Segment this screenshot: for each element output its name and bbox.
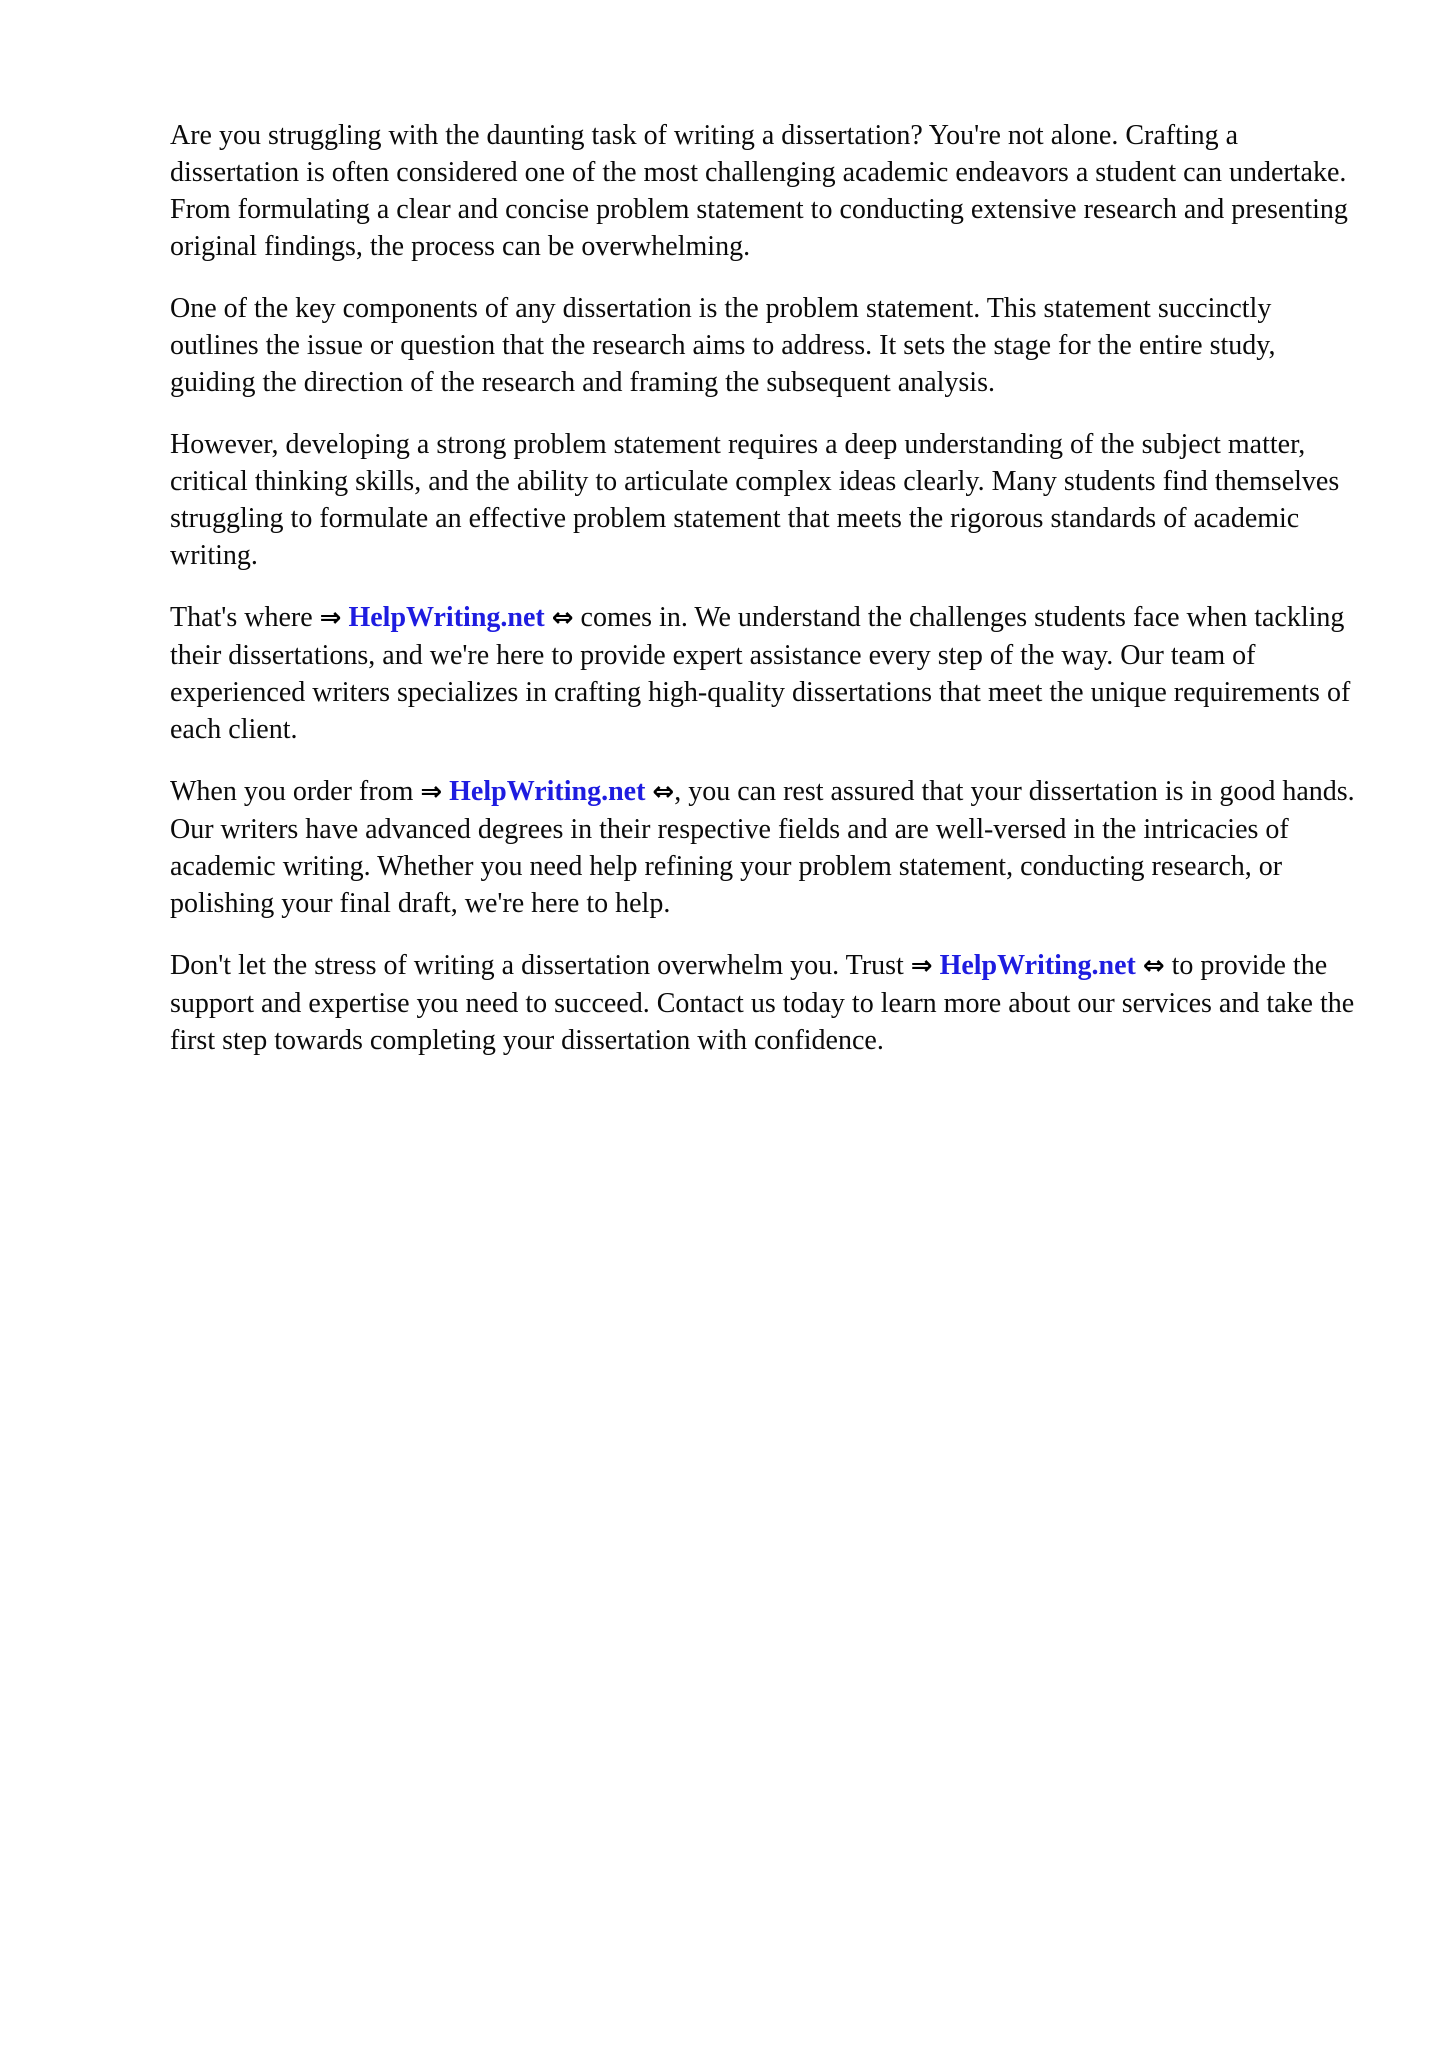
paragraph — [170, 117, 1360, 265]
paragraph — [170, 290, 1360, 401]
right-double-arrow-icon: ⇒ — [319, 603, 342, 633]
right-double-arrow-icon: ⇒ — [910, 951, 933, 981]
text-run — [545, 602, 552, 633]
helpwriting-link[interactable]: HelpWriting.net — [449, 776, 646, 807]
paragraph — [170, 773, 1360, 922]
right-double-arrow-icon: ⇒ — [420, 777, 443, 807]
left-right-double-arrow-icon: ⇔ — [1142, 951, 1165, 981]
text-run: However, developing a strong problem statement requires a deep understanding of the subject matter, critical thinking skills, and the ability to articulate complex ideas clearly. Many students find themselves struggling to formulate an effective problem statement that meets the rigorous standards of academic writing. — [170, 429, 1340, 571]
text-run: to provide the support and expertise you need to succeed. Contact us today to learn more about our services and take the first step towards completing your dissertation with confidence. — [170, 950, 1355, 1056]
paragraph — [170, 947, 1360, 1059]
text-run: Don't let the stress of writing a dissertation overwhelm you. Trust — [170, 950, 911, 981]
text-run: One of the key components of any dissertation is the problem statement. This statement succinctly outlines the issue or question that the research aims to address. It sets the stage for the entire study, guiding the direction of the research and framing the subsequent analysis. — [170, 293, 1276, 398]
text-run — [1136, 950, 1143, 981]
text-run: , you can rest assured that your dissertation is in good hands. Our writers have advanced degrees in their respective fields and are well-versed in the intricacies of academic writing. Whether you need help refining your problem statement, conducting research, or polishing your final draft, we're here to help. — [170, 776, 1355, 919]
text-run — [933, 950, 940, 981]
helpwriting-link[interactable]: HelpWriting.net — [348, 602, 545, 633]
paragraph — [170, 426, 1360, 574]
helpwriting-link[interactable]: HelpWriting.net — [939, 950, 1136, 981]
document-body — [170, 117, 1360, 1059]
paragraph — [170, 599, 1360, 748]
text-run: comes in. We understand the challenges students face when tackling their dissertations, and we're here to provide expert assistance every step of the way. Our team of experienced writers specializes in crafting high-quality dissertations that meet the unique requirements of each client. — [170, 602, 1351, 745]
text-run: Are you struggling with the daunting task of writing a dissertation? You're not alone. Crafting a dissertation is often considered one of the most challenging academic endeavors a student can undertake. From formulating a clear and concise problem statement to conducting extensive research and presenting original findings, the process can be overwhelming. — [170, 120, 1348, 262]
text-run: That's where — [170, 602, 320, 633]
left-right-double-arrow-icon: ⇔ — [652, 777, 675, 807]
text-run: When you order from — [170, 776, 421, 807]
left-right-double-arrow-icon: ⇔ — [551, 603, 574, 633]
